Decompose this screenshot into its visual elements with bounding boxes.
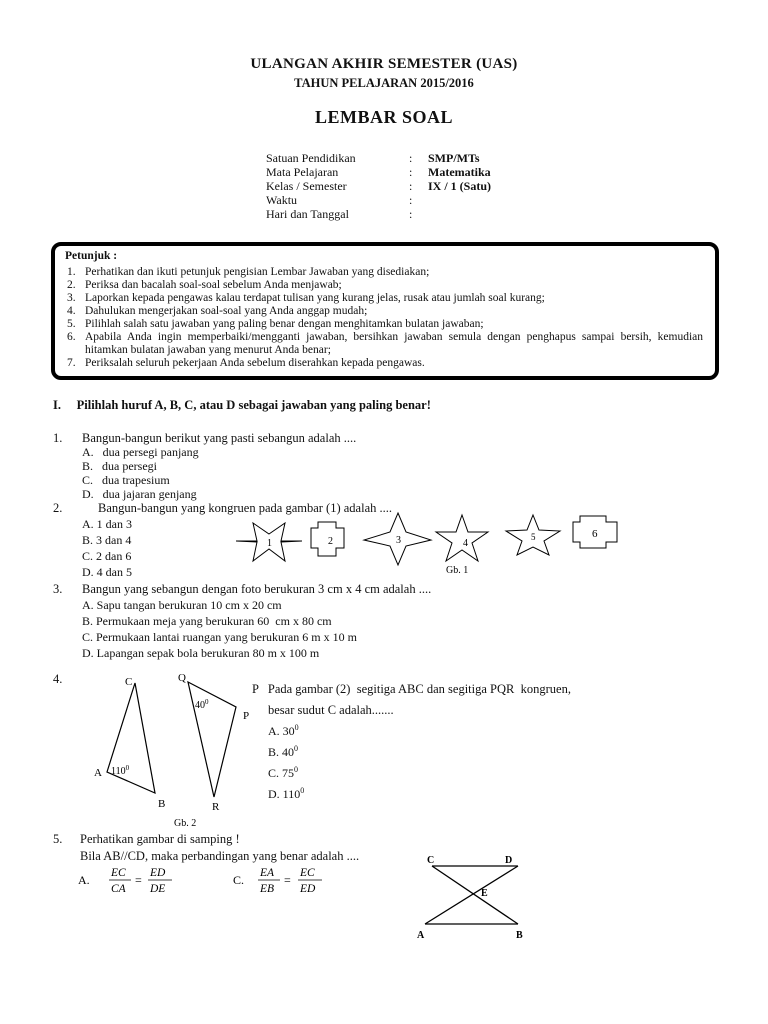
point-label: D bbox=[505, 855, 513, 866]
info-row bbox=[266, 193, 666, 207]
instruction-item: 2. Periksa dan bacalah soal-soal sebelum Anda menjawab; bbox=[67, 279, 342, 291]
fraction-numerator: EC bbox=[111, 867, 126, 879]
answer-option[interactable]: D. $110^0$ bbox=[268, 786, 305, 801]
answer-option[interactable]: C. Permukaan lantai ruangan yang berukuran 6 m x 10 m bbox=[82, 630, 357, 644]
fraction-numerator: ED bbox=[150, 867, 166, 879]
fraction-denominator: EB bbox=[260, 883, 275, 895]
fraction-denominator: DE bbox=[150, 883, 166, 895]
figure-caption: Gb. 2 bbox=[174, 818, 197, 829]
answer-options-fractions bbox=[78, 860, 368, 900]
answer-option[interactable] bbox=[78, 867, 172, 895]
equals-sign: = bbox=[284, 873, 291, 887]
instruction-item: 1. Perhatikan dan ikuti petunjuk pengisian Lembar Jawaban yang disediakan; bbox=[67, 266, 430, 278]
fraction-denominator: ED bbox=[300, 883, 316, 895]
question-number: 3. bbox=[53, 582, 63, 596]
figure-1 bbox=[236, 510, 626, 580]
answer-option[interactable] bbox=[233, 867, 322, 895]
info-value: Matematika bbox=[428, 165, 491, 179]
info-label: Satuan Pendidikan bbox=[266, 151, 356, 165]
question-text: Bangun-bangun yang kongruen pada gambar (1) adalah .... bbox=[98, 501, 393, 515]
question-number: 4. bbox=[53, 672, 63, 686]
info-row bbox=[266, 207, 666, 221]
answer-option[interactable]: A. Sapu tangan berukuran 10 cm x 20 cm bbox=[82, 598, 282, 612]
vertex-label: C bbox=[125, 676, 133, 688]
vertex-label: A bbox=[94, 767, 102, 779]
vertex-label: P bbox=[243, 710, 250, 722]
point-label: A bbox=[417, 930, 425, 941]
info-colon: : bbox=[409, 193, 413, 207]
option-letter: A. bbox=[78, 873, 90, 887]
info-colon: : bbox=[409, 207, 413, 221]
question-number: 5. bbox=[53, 832, 63, 846]
question-text: Bangun yang sebangun dengan foto berukuran 3 cm x 4 cm adalah .... bbox=[82, 582, 432, 596]
instruction-item: 3. Laporkan kepada pengawas kalau terdapat tulisan yang kurang jelas, rusak atau jumlah soal kurang; bbox=[67, 292, 545, 304]
info-value: IX / 1 (Satu) bbox=[428, 179, 492, 193]
vertex-label: B bbox=[158, 798, 166, 810]
instruction-item: 6. Apabila Anda ingin memperbaiki/mengganti jawaban, bersihkan jawaban semula dengan penghapus sampai bersih, kemudian hitamkan bulatan jawaban yang menurut Anda benar; bbox=[67, 331, 703, 356]
point-label: B bbox=[516, 930, 523, 941]
answer-option[interactable]: A. 1 dan 3 bbox=[82, 517, 132, 531]
question-text: Bangun-bangun berikut yang pasti sebangun adalah .... bbox=[82, 431, 357, 445]
info-row bbox=[266, 179, 666, 193]
figure-2 bbox=[90, 670, 260, 830]
shape-label: 4 bbox=[463, 538, 468, 549]
sheet-title: LEMBAR SOAL bbox=[314, 107, 454, 127]
answer-option[interactable]: A. $30^0$ bbox=[268, 723, 299, 738]
equals-sign: = bbox=[135, 873, 142, 887]
point-label: E bbox=[481, 888, 488, 899]
info-colon: : bbox=[409, 151, 413, 165]
info-colon: : bbox=[409, 165, 413, 179]
answer-option[interactable]: C. $75^0$ bbox=[268, 765, 299, 780]
question-number: 2. bbox=[53, 501, 63, 515]
vertex-label: Q bbox=[178, 672, 186, 684]
info-label: Hari dan Tanggal bbox=[266, 207, 349, 221]
instructions-heading: Petunjuk : bbox=[65, 250, 118, 262]
question-text: Bila AB//CD, maka perbandingan yang benar adalah .... bbox=[80, 849, 360, 863]
fraction-denominator: CA bbox=[111, 883, 126, 895]
info-row bbox=[266, 165, 666, 179]
question-text: P Pada gambar (2) segitiga ABC dan segitiga PQR kongruen, bbox=[252, 682, 571, 696]
instruction-item: 7. Periksalah seluruh pekerjaan Anda sebelum diserahkan kepada pengawas. bbox=[67, 357, 425, 369]
question-text: Perhatikan gambar di samping ! bbox=[80, 832, 240, 846]
answer-option[interactable]: B. $40^0$ bbox=[268, 744, 299, 759]
question-text: besar sudut C adalah....... bbox=[268, 703, 394, 717]
answer-option[interactable]: B. dua persegi bbox=[82, 459, 157, 473]
figure-parallel-lines bbox=[410, 852, 540, 944]
instruction-item: 4. Dahulukan mengerjakan soal-soal yang Anda anggap mudah; bbox=[67, 305, 368, 317]
angle-label: $40^0$ bbox=[195, 698, 209, 711]
shape-five-point-star bbox=[436, 515, 488, 561]
answer-option[interactable]: B. 3 dan 4 bbox=[82, 533, 132, 547]
option-letter: C. bbox=[233, 873, 245, 887]
answer-option[interactable]: A. dua persegi panjang bbox=[82, 445, 199, 459]
info-row bbox=[266, 151, 666, 165]
fraction-numerator: EC bbox=[300, 867, 315, 879]
shape-label: 6 bbox=[592, 528, 598, 540]
answer-option[interactable]: C. dua trapesium bbox=[82, 473, 170, 487]
figure-caption: Gb. 1 bbox=[446, 565, 469, 576]
answer-option[interactable]: B. Permukaan meja yang berukuran 60 cm x 80 cm bbox=[82, 614, 332, 628]
info-colon: : bbox=[409, 179, 413, 193]
exam-info bbox=[266, 151, 666, 231]
point-label: C bbox=[427, 855, 435, 866]
answer-option[interactable]: D. dua jajaran genjang bbox=[82, 487, 197, 501]
instruction-item: 5. Pilihlah salah satu jawaban yang paling benar dengan menghitamkan bulatan jawaban; bbox=[67, 318, 484, 330]
shape-label: 3 bbox=[396, 535, 401, 546]
answer-option[interactable]: D. 4 dan 5 bbox=[82, 565, 132, 579]
section-heading: I. Pilihlah huruf A, B, C, atau D sebagai jawaban yang paling benar! bbox=[53, 398, 431, 412]
shape-label: 5 bbox=[531, 532, 536, 542]
angle-label: $110^0$ bbox=[111, 764, 130, 777]
shape-label: 1 bbox=[267, 538, 272, 549]
question-number: 1. bbox=[53, 431, 63, 445]
info-value: SMP/MTs bbox=[428, 151, 480, 165]
vertex-label: R bbox=[212, 801, 220, 813]
answer-option[interactable]: C. 2 dan 6 bbox=[82, 549, 132, 563]
shape-label: 2 bbox=[328, 536, 333, 547]
exam-title: ULANGAN AKHIR SEMESTER (UAS) bbox=[250, 56, 518, 72]
instructions-box bbox=[51, 242, 719, 380]
info-label: Kelas / Semester bbox=[266, 179, 347, 193]
answer-option[interactable]: D. Lapangan sepak bola berukuran 80 m x 100 m bbox=[82, 646, 320, 660]
info-label: Waktu bbox=[266, 193, 298, 207]
info-label: Mata Pelajaran bbox=[266, 165, 339, 179]
fraction-numerator: EA bbox=[260, 867, 275, 879]
academic-year: TAHUN PELAJARAN 2015/2016 bbox=[294, 76, 474, 90]
